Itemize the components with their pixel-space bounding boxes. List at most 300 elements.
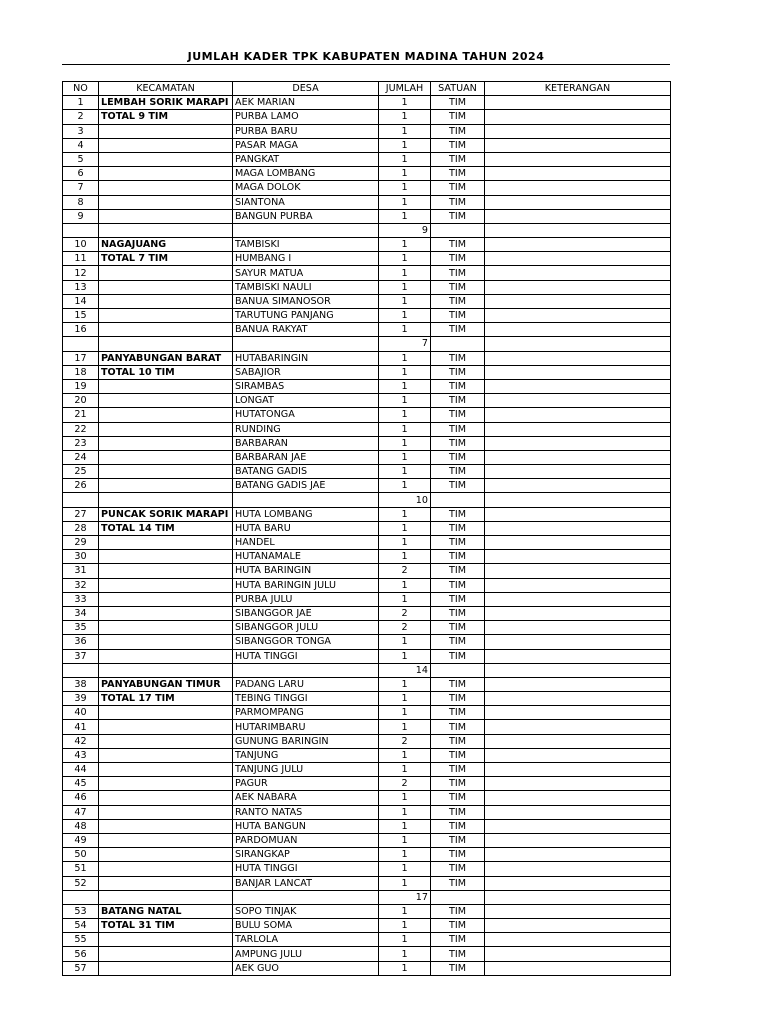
cell-satuan: TIM [431, 862, 485, 876]
cell-satuan: TIM [431, 465, 485, 479]
cell-desa: HUTANAMALE [233, 550, 379, 564]
cell-kecamatan [99, 578, 233, 592]
cell-no [63, 223, 99, 237]
cell-keterangan [485, 124, 671, 138]
cell-satuan: TIM [431, 947, 485, 961]
cell-desa: HUTA TINGGI [233, 862, 379, 876]
cell-satuan: TIM [431, 819, 485, 833]
cell-jumlah: 1 [379, 394, 431, 408]
subtotal-row [63, 890, 671, 904]
cell-jumlah: 1 [379, 238, 431, 252]
cell-satuan: TIM [431, 933, 485, 947]
cell-desa: TANJUNG [233, 748, 379, 762]
cell-jumlah: 9 [379, 223, 431, 237]
cell-desa: BANUA SIMANOSOR [233, 294, 379, 308]
cell-kecamatan [99, 592, 233, 606]
cell-no: 24 [63, 450, 99, 464]
cell-kecamatan: BATANG NATAL [99, 904, 233, 918]
cell-jumlah: 1 [379, 791, 431, 805]
cell-kecamatan: TOTAL 14 TIM [99, 521, 233, 535]
cell-satuan: TIM [431, 734, 485, 748]
cell-kecamatan [99, 167, 233, 181]
cell-no: 51 [63, 862, 99, 876]
cell-satuan: TIM [431, 138, 485, 152]
cell-satuan: TIM [431, 294, 485, 308]
cell-desa: AEK NABARA [233, 791, 379, 805]
cell-satuan [431, 337, 485, 351]
cell-no: 18 [63, 365, 99, 379]
cell-jumlah: 1 [379, 833, 431, 847]
cell-kecamatan: PUNCAK SORIK MARAPI [99, 507, 233, 521]
cell-keterangan [485, 450, 671, 464]
cell-jumlah: 1 [379, 763, 431, 777]
cell-desa: SAYUR MATUA [233, 266, 379, 280]
cell-keterangan [485, 521, 671, 535]
table-row [63, 621, 671, 635]
cell-no: 41 [63, 720, 99, 734]
cell-desa [233, 337, 379, 351]
cell-kecamatan [99, 195, 233, 209]
cell-keterangan [485, 507, 671, 521]
cell-kecamatan [99, 138, 233, 152]
cell-jumlah: 1 [379, 422, 431, 436]
cell-kecamatan: TOTAL 31 TIM [99, 919, 233, 933]
cell-keterangan [485, 323, 671, 337]
cell-satuan: TIM [431, 110, 485, 124]
column-header-desa: DESA [233, 82, 379, 96]
cell-no: 56 [63, 947, 99, 961]
cell-desa: BARBARAN [233, 436, 379, 450]
cell-desa: PURBA BARU [233, 124, 379, 138]
cell-jumlah: 1 [379, 351, 431, 365]
cell-desa: PASAR MAGA [233, 138, 379, 152]
cell-desa: RUNDING [233, 422, 379, 436]
cell-jumlah: 1 [379, 592, 431, 606]
cell-jumlah: 1 [379, 919, 431, 933]
cell-desa: RANTO NATAS [233, 805, 379, 819]
cell-kecamatan [99, 663, 233, 677]
table-row [63, 152, 671, 166]
cell-kecamatan: NAGAJUANG [99, 238, 233, 252]
cell-kecamatan [99, 564, 233, 578]
table-row [63, 195, 671, 209]
cell-no: 10 [63, 238, 99, 252]
cell-kecamatan [99, 294, 233, 308]
cell-jumlah: 1 [379, 152, 431, 166]
cell-jumlah: 1 [379, 124, 431, 138]
table-row [63, 408, 671, 422]
cell-desa: PANGKAT [233, 152, 379, 166]
cell-keterangan [485, 536, 671, 550]
cell-no: 7 [63, 181, 99, 195]
cell-satuan: TIM [431, 323, 485, 337]
cell-desa: BATANG GADIS [233, 465, 379, 479]
cell-no: 22 [63, 422, 99, 436]
cell-no: 32 [63, 578, 99, 592]
table-row [63, 252, 671, 266]
cell-satuan: TIM [431, 536, 485, 550]
cell-keterangan [485, 181, 671, 195]
cell-satuan: TIM [431, 309, 485, 323]
cell-kecamatan [99, 606, 233, 620]
cell-jumlah: 1 [379, 450, 431, 464]
table-row [63, 961, 671, 975]
cell-keterangan [485, 848, 671, 862]
table-row [63, 848, 671, 862]
cell-jumlah: 1 [379, 933, 431, 947]
cell-jumlah: 1 [379, 876, 431, 890]
cell-no: 16 [63, 323, 99, 337]
cell-no: 6 [63, 167, 99, 181]
cell-keterangan [485, 365, 671, 379]
cell-keterangan [485, 649, 671, 663]
cell-desa: PARDOMUAN [233, 833, 379, 847]
cell-desa: SIRANGKAP [233, 848, 379, 862]
cell-satuan: TIM [431, 748, 485, 762]
cell-desa [233, 663, 379, 677]
cell-kecamatan [99, 933, 233, 947]
table-row [63, 507, 671, 521]
cell-kecamatan [99, 379, 233, 393]
cell-no: 28 [63, 521, 99, 535]
table-row [63, 635, 671, 649]
cell-keterangan [485, 621, 671, 635]
cell-satuan: TIM [431, 280, 485, 294]
cell-jumlah: 1 [379, 96, 431, 110]
cell-no: 40 [63, 706, 99, 720]
cell-jumlah: 1 [379, 138, 431, 152]
table-row [63, 294, 671, 308]
cell-desa: HUTA BANGUN [233, 819, 379, 833]
cell-jumlah: 1 [379, 635, 431, 649]
cell-satuan: TIM [431, 848, 485, 862]
cell-satuan: TIM [431, 521, 485, 535]
cell-satuan: TIM [431, 550, 485, 564]
table-row [63, 805, 671, 819]
cell-kecamatan [99, 791, 233, 805]
cell-no: 1 [63, 96, 99, 110]
cell-kecamatan [99, 635, 233, 649]
cell-satuan: TIM [431, 394, 485, 408]
cell-jumlah: 1 [379, 365, 431, 379]
table-header-row [63, 82, 671, 96]
cell-kecamatan [99, 124, 233, 138]
cell-satuan: TIM [431, 266, 485, 280]
cell-jumlah: 1 [379, 720, 431, 734]
cell-satuan: TIM [431, 961, 485, 975]
cell-no: 19 [63, 379, 99, 393]
table-row [63, 521, 671, 535]
cell-kecamatan: PANYABUNGAN TIMUR [99, 677, 233, 691]
cell-keterangan [485, 167, 671, 181]
cell-jumlah: 2 [379, 564, 431, 578]
cell-desa: HUTARIMBARU [233, 720, 379, 734]
cell-satuan: TIM [431, 833, 485, 847]
table-row [63, 138, 671, 152]
subtotal-row [63, 337, 671, 351]
cell-desa: AEK MARIAN [233, 96, 379, 110]
cell-desa: HUTA LOMBANG [233, 507, 379, 521]
cell-jumlah: 1 [379, 436, 431, 450]
cell-no: 14 [63, 294, 99, 308]
cell-satuan: TIM [431, 238, 485, 252]
table-row [63, 862, 671, 876]
cell-satuan: TIM [431, 578, 485, 592]
table-row [63, 238, 671, 252]
cell-keterangan [485, 947, 671, 961]
table-body [63, 96, 671, 976]
cell-no: 27 [63, 507, 99, 521]
cell-no: 34 [63, 606, 99, 620]
cell-jumlah: 1 [379, 209, 431, 223]
cell-desa: PAGUR [233, 777, 379, 791]
cell-no: 13 [63, 280, 99, 294]
cell-no: 55 [63, 933, 99, 947]
cell-desa: HUTA BARU [233, 521, 379, 535]
cell-desa: BANUA RAKYAT [233, 323, 379, 337]
cell-jumlah: 1 [379, 465, 431, 479]
cell-keterangan [485, 238, 671, 252]
cell-keterangan [485, 706, 671, 720]
table-row [63, 748, 671, 762]
cell-keterangan [485, 635, 671, 649]
table-row [63, 791, 671, 805]
cell-no: 57 [63, 961, 99, 975]
cell-keterangan [485, 833, 671, 847]
cell-desa: PARMOMPANG [233, 706, 379, 720]
cell-keterangan [485, 933, 671, 947]
cell-no: 54 [63, 919, 99, 933]
cell-kecamatan [99, 890, 233, 904]
cell-satuan: TIM [431, 507, 485, 521]
cell-keterangan [485, 223, 671, 237]
cell-desa: LONGAT [233, 394, 379, 408]
cell-jumlah: 1 [379, 309, 431, 323]
cell-no: 42 [63, 734, 99, 748]
cell-keterangan [485, 152, 671, 166]
table-row [63, 649, 671, 663]
cell-satuan [431, 663, 485, 677]
table-row [63, 706, 671, 720]
cell-kecamatan [99, 763, 233, 777]
cell-no: 52 [63, 876, 99, 890]
table-row [63, 564, 671, 578]
cell-keterangan [485, 791, 671, 805]
cell-satuan: TIM [431, 791, 485, 805]
cell-satuan: TIM [431, 606, 485, 620]
cell-kecamatan [99, 876, 233, 890]
cell-desa: TANJUNG JULU [233, 763, 379, 777]
cell-kecamatan [99, 550, 233, 564]
cell-desa: HANDEL [233, 536, 379, 550]
cell-keterangan [485, 876, 671, 890]
cell-desa: MAGA LOMBANG [233, 167, 379, 181]
cell-keterangan [485, 763, 671, 777]
cell-kecamatan: TOTAL 7 TIM [99, 252, 233, 266]
cell-satuan: TIM [431, 124, 485, 138]
table-row [63, 365, 671, 379]
cell-jumlah: 1 [379, 280, 431, 294]
column-header-kecamatan: KECAMATAN [99, 82, 233, 96]
cell-kecamatan [99, 947, 233, 961]
cell-kecamatan [99, 833, 233, 847]
cell-desa: TARLOLA [233, 933, 379, 947]
cell-no: 23 [63, 436, 99, 450]
cell-kecamatan [99, 748, 233, 762]
cell-desa: SIBANGGOR JULU [233, 621, 379, 635]
table-row [63, 833, 671, 847]
cell-satuan: TIM [431, 876, 485, 890]
table-row [63, 479, 671, 493]
cell-keterangan [485, 138, 671, 152]
cell-satuan: TIM [431, 635, 485, 649]
cell-satuan [431, 890, 485, 904]
cell-satuan: TIM [431, 408, 485, 422]
table-row [63, 465, 671, 479]
cell-satuan: TIM [431, 479, 485, 493]
cell-desa [233, 890, 379, 904]
cell-kecamatan [99, 209, 233, 223]
cell-jumlah: 1 [379, 252, 431, 266]
cell-jumlah: 1 [379, 521, 431, 535]
table-row [63, 96, 671, 110]
cell-keterangan [485, 663, 671, 677]
cell-satuan: TIM [431, 564, 485, 578]
cell-desa: TEBING TINGGI [233, 692, 379, 706]
table-row [63, 209, 671, 223]
table-row [63, 763, 671, 777]
table-row [63, 422, 671, 436]
cell-keterangan [485, 564, 671, 578]
cell-desa: SABAJIOR [233, 365, 379, 379]
cell-kecamatan [99, 436, 233, 450]
cell-keterangan [485, 96, 671, 110]
cell-jumlah: 1 [379, 195, 431, 209]
cell-keterangan [485, 904, 671, 918]
cell-kecamatan: LEMBAH SORIK MARAPI [99, 96, 233, 110]
cell-no: 29 [63, 536, 99, 550]
cell-desa: TARUTUNG PANJANG [233, 309, 379, 323]
cell-satuan: TIM [431, 592, 485, 606]
table-row [63, 436, 671, 450]
column-header-jumlah: JUMLAH [379, 82, 431, 96]
table-row [63, 450, 671, 464]
cell-satuan: TIM [431, 96, 485, 110]
cell-desa: HUTA TINGGI [233, 649, 379, 663]
cell-jumlah: 1 [379, 379, 431, 393]
cell-satuan: TIM [431, 450, 485, 464]
column-header-no: NO [63, 82, 99, 96]
table-row [63, 919, 671, 933]
cell-no: 2 [63, 110, 99, 124]
cell-satuan: TIM [431, 152, 485, 166]
cell-satuan: TIM [431, 181, 485, 195]
subtotal-row [63, 663, 671, 677]
table-row [63, 819, 671, 833]
cell-kecamatan [99, 777, 233, 791]
cell-keterangan [485, 734, 671, 748]
cell-no: 44 [63, 763, 99, 777]
cell-desa: HUTA BARINGIN [233, 564, 379, 578]
cell-desa: BANJAR LANCAT [233, 876, 379, 890]
cell-desa: AEK GUO [233, 961, 379, 975]
cell-keterangan [485, 578, 671, 592]
cell-jumlah: 1 [379, 862, 431, 876]
cell-desa: SIANTONA [233, 195, 379, 209]
table-row [63, 266, 671, 280]
cell-jumlah: 1 [379, 706, 431, 720]
cell-kecamatan [99, 422, 233, 436]
cell-keterangan [485, 862, 671, 876]
table-row [63, 734, 671, 748]
cell-kecamatan [99, 493, 233, 507]
cell-jumlah: 1 [379, 961, 431, 975]
cell-jumlah: 1 [379, 692, 431, 706]
cell-no [63, 493, 99, 507]
cell-desa: BATANG GADIS JAE [233, 479, 379, 493]
cell-kecamatan [99, 961, 233, 975]
cell-desa: HUTATONGA [233, 408, 379, 422]
cell-kecamatan [99, 408, 233, 422]
cell-desa: MAGA DOLOK [233, 181, 379, 195]
cell-jumlah: 1 [379, 323, 431, 337]
cell-jumlah: 2 [379, 606, 431, 620]
cell-desa: SIBANGGOR JAE [233, 606, 379, 620]
table-row [63, 933, 671, 947]
cell-desa: SOPO TINJAK [233, 904, 379, 918]
cell-jumlah: 2 [379, 777, 431, 791]
cell-keterangan [485, 252, 671, 266]
cell-keterangan [485, 110, 671, 124]
cell-kecamatan [99, 819, 233, 833]
cell-no: 33 [63, 592, 99, 606]
cell-keterangan [485, 394, 671, 408]
cell-keterangan [485, 550, 671, 564]
table-row [63, 323, 671, 337]
subtotal-row [63, 493, 671, 507]
cell-jumlah: 1 [379, 578, 431, 592]
table-row [63, 592, 671, 606]
cell-desa: PURBA LAMO [233, 110, 379, 124]
document-title: JUMLAH KADER TPK KABUPATEN MADINA TAHUN 2024 [187, 50, 545, 63]
cell-keterangan [485, 692, 671, 706]
cell-keterangan [485, 337, 671, 351]
cell-kecamatan [99, 862, 233, 876]
cell-desa: HUTABARINGIN [233, 351, 379, 365]
cell-no: 38 [63, 677, 99, 691]
table-row [63, 720, 671, 734]
cell-satuan: TIM [431, 351, 485, 365]
cell-jumlah: 1 [379, 677, 431, 691]
table-row [63, 167, 671, 181]
cell-jumlah: 1 [379, 536, 431, 550]
cell-jumlah: 14 [379, 663, 431, 677]
cell-kecamatan [99, 536, 233, 550]
cell-no [63, 890, 99, 904]
cell-jumlah: 1 [379, 408, 431, 422]
cell-satuan: TIM [431, 677, 485, 691]
cell-satuan: TIM [431, 436, 485, 450]
cell-no: 3 [63, 124, 99, 138]
cell-no: 12 [63, 266, 99, 280]
table-row [63, 309, 671, 323]
table-row [63, 578, 671, 592]
cell-desa: SIBANGGOR TONGA [233, 635, 379, 649]
cell-no: 47 [63, 805, 99, 819]
table-row [63, 124, 671, 138]
cell-satuan: TIM [431, 763, 485, 777]
cell-kecamatan [99, 621, 233, 635]
